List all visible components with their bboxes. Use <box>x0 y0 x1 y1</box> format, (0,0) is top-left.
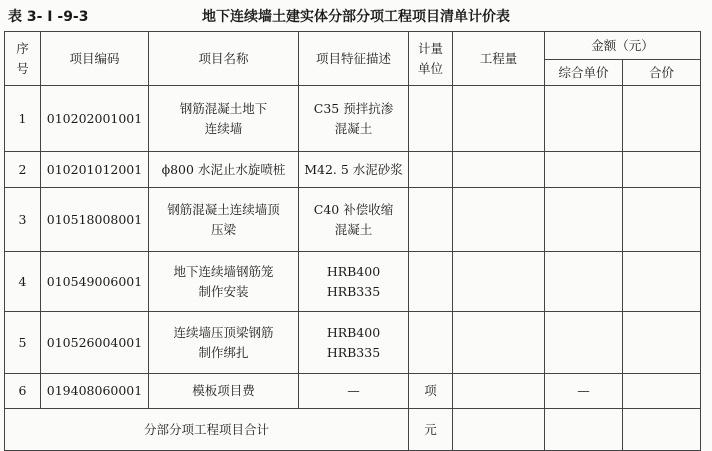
header-quantity: 工程量 <box>453 32 545 86</box>
table-number: 表 3- Ⅰ -9-3 <box>8 9 89 25</box>
table-row <box>5 374 701 409</box>
cell-total <box>623 152 701 188</box>
cell-quantity <box>453 152 545 188</box>
cell-unit <box>409 312 453 374</box>
cell-name: 钢筋混凝土连续墙顶 压梁 <box>149 188 299 252</box>
cell-unit <box>409 152 453 188</box>
cell-unit-price <box>545 188 623 252</box>
cell-total <box>623 252 701 312</box>
cell-unit-price <box>545 312 623 374</box>
cell-seq: 6 <box>5 374 41 409</box>
cell-code: 010202001001 <box>41 86 149 152</box>
cell-code: 010518008001 <box>41 188 149 252</box>
header-name: 项目名称 <box>149 32 299 86</box>
cell-seq: 5 <box>5 312 41 374</box>
cell-name: 连续墙压顶梁钢筋 制作绑扎 <box>149 312 299 374</box>
cell-name: ϕ800 水泥止水旋喷桩 <box>149 152 299 188</box>
table-row <box>5 188 701 252</box>
cell-name: 模板项目费 <box>149 374 299 409</box>
total-label: 分部分项工程项目合计 <box>5 409 409 451</box>
cell-total <box>623 188 701 252</box>
header-total: 合价 <box>623 60 701 86</box>
header-amount: 金额（元） <box>545 32 701 60</box>
cell-code: 010549006001 <box>41 252 149 312</box>
total-row <box>5 409 701 451</box>
cell-quantity <box>453 86 545 152</box>
table-title: 地下连续墙土建实体分部分项工程项目清单计价表 <box>202 9 510 25</box>
cell-seq: 2 <box>5 152 41 188</box>
cell-feature: C40 补偿收缩 混凝土 <box>299 188 409 252</box>
cell-feature: HRB400 HRB335 <box>299 252 409 312</box>
cell-unit-price <box>545 252 623 312</box>
cell-unit <box>409 86 453 152</box>
total-value <box>623 409 701 451</box>
table-row <box>5 86 701 152</box>
cell-unit <box>409 252 453 312</box>
cell-unit <box>409 188 453 252</box>
cell-code: 010201012001 <box>41 152 149 188</box>
cell-feature: — <box>299 374 409 409</box>
header-seq: 序 号 <box>5 32 41 86</box>
cell-quantity <box>453 252 545 312</box>
cell-unit-price: — <box>545 374 623 409</box>
cell-total <box>623 374 701 409</box>
cell-name: 地下连续墙钢筋笼 制作安装 <box>149 252 299 312</box>
cell-seq: 3 <box>5 188 41 252</box>
cell-quantity <box>453 374 545 409</box>
cell-code: 019408060001 <box>41 374 149 409</box>
table-caption <box>0 0 712 30</box>
total-unit: 元 <box>409 409 453 451</box>
total-unit-price <box>545 409 623 451</box>
cell-total <box>623 312 701 374</box>
cell-feature: HRB400 HRB335 <box>299 312 409 374</box>
header-unit: 计量 单位 <box>409 32 453 86</box>
cell-total <box>623 86 701 152</box>
cell-quantity <box>453 188 545 252</box>
header-code: 项目编码 <box>41 32 149 86</box>
table-row <box>5 312 701 374</box>
total-quantity <box>453 409 545 451</box>
cell-feature: M42. 5 水泥砂浆 <box>299 152 409 188</box>
cell-seq: 1 <box>5 86 41 152</box>
cell-unit-price <box>545 86 623 152</box>
cell-unit-price <box>545 152 623 188</box>
table-row <box>5 252 701 312</box>
header-unit-price: 综合单价 <box>545 60 623 86</box>
table-row <box>5 152 701 188</box>
header-feature: 项目特征描述 <box>299 32 409 86</box>
cell-seq: 4 <box>5 252 41 312</box>
cell-name: 钢筋混凝土地下 连续墙 <box>149 86 299 152</box>
cell-code: 010526004001 <box>41 312 149 374</box>
cell-unit: 项 <box>409 374 453 409</box>
cell-feature: C35 预拌抗渗 混凝土 <box>299 86 409 152</box>
cell-quantity <box>453 312 545 374</box>
bill-table <box>4 31 701 451</box>
